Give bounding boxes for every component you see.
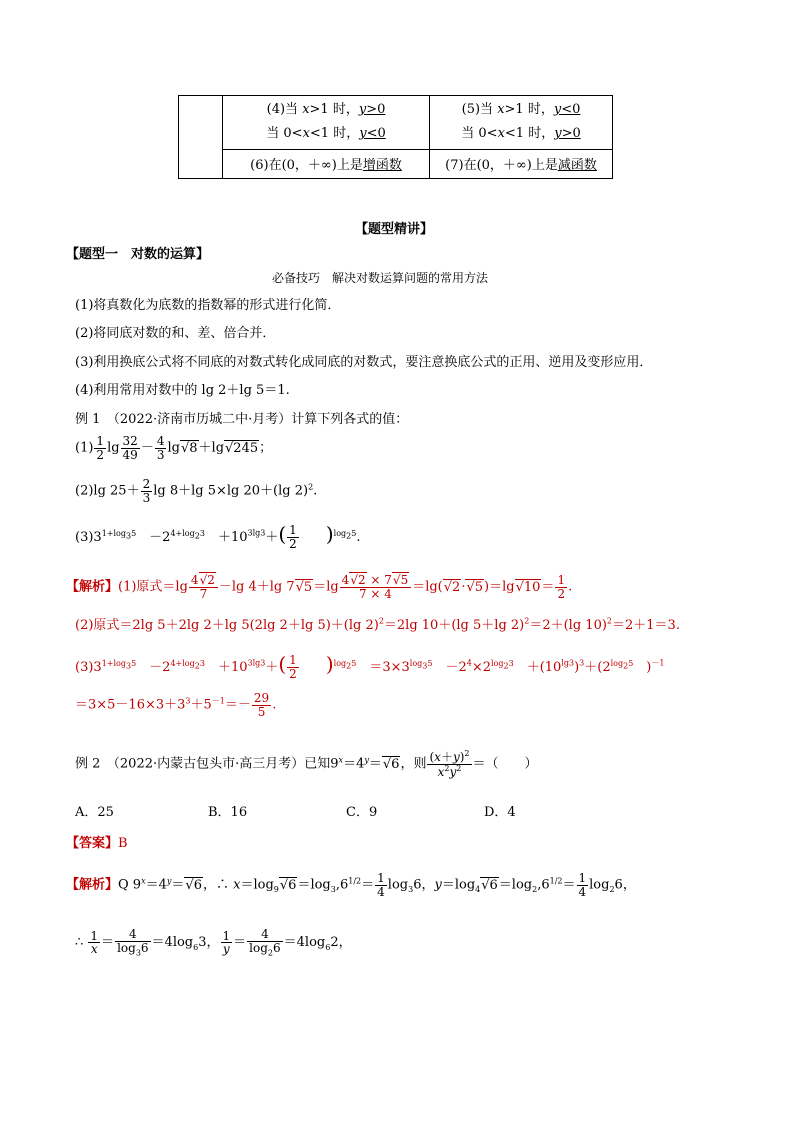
table-cell-line: 当 0<x<1 时，y<0 <box>266 126 386 142</box>
method-1: (1)将真数化为底数的指数幂的形式进行化简． <box>75 298 341 313</box>
section-title: 【题型精讲】 <box>355 222 434 237</box>
table-cell: (7)在(0，＋∞)上是减函数 <box>430 149 613 178</box>
table-cell-line: (4)当 x>1 时，y>0 <box>266 102 386 118</box>
example-2-question: 例 2 （2022·内蒙古包头市·高三月考）已知$9^x=4^y=√6$，则 $\frac{(x+y)^2}{x^2y^2}$ ＝（ ） <box>75 749 538 779</box>
option-d: D．4 <box>484 805 516 820</box>
table-cell-line: 当 0<x<1 时，y>0 <box>461 126 581 142</box>
table-cell <box>430 96 613 150</box>
example-2-solution-line-2: ∴ $\frac{1}{x}$ ＝ $\frac{4}{\log_36}$ $=4\log_63$， $\frac{1}{y}$ ＝ $\frac{4}{\log_26}$ $=4\log_62$， <box>75 927 352 957</box>
option-a: A．25 <box>75 805 114 820</box>
method-2: (2)将同底对数的和、差、倍合并． <box>75 326 276 341</box>
example-1-part-3: $(3)3^{1+log_35}$ $-2^{4+log_23}$ $+10^{3lg3}+$( $\frac{1}{2}$ )$^{log_25}$. <box>75 522 361 551</box>
example-1-solution-line-3: $(3)3^{1+log_35}$ $-2^{4+log_23}$ $+10^{3lg3}+$( $\frac{1}{2}$ )$^{log_25}$ $=3\times 3^{log_35}$ $-2^4\times 2^{log_23}$ $+(10^{lg3})^3+(2^{log_25}$ )$^{-1}$ <box>75 652 665 681</box>
example-1-part-1: (1) $\frac{1}{2}$ lg $\frac{32}{49}$ － $\frac{4}{3}$ lg√8＋lg√245； <box>75 434 273 462</box>
example-2-heading: 例 2 （2022·内蒙古包头市·高三月考）已知 <box>75 756 331 772</box>
answer-line <box>66 832 128 851</box>
solution-tag: 【解析】 <box>66 579 119 595</box>
example-1-solution-line-1: 【解析】(1)原式＝lg $\frac{4√2}{7}$ －lg 4＋lg 7√5＝lg $\frac{4√2 \times 7√5}{7 \times 4}$ ＝lg(√2·√5)＝lg√10＝ $\frac{1}{2}$ . <box>66 573 573 601</box>
method-3: (3)利用换底公式将不同底的对数式转化成同底的对数式，要注意换底公式的正用、逆用及变形应用． <box>75 355 653 370</box>
example-1-solution-line-2: (2)原式＝2lg 5＋2lg 2＋lg 5(2lg 2＋lg 5)＋(lg 2)$^2$＝2lg 10＋(lg 5＋lg 2)$^2$＝2＋(lg 10)$^2$＝2＋1＝3. <box>75 616 680 633</box>
option-c: C．9 <box>346 805 378 820</box>
type1-title: 【题型一 对数的运算】 <box>66 247 210 262</box>
table-cell: (6)在(0，＋∞)上是增函数 <box>223 149 430 178</box>
table-blank-cell <box>179 96 223 179</box>
method-4: (4)利用常用对数中的 lg 2＋lg 5＝1. <box>75 383 290 398</box>
example-2-solution-line-1: 【解析】Q $9^x=4^y=√6$，∴ $x=\log_9√6=\log_3,6^{1/2}=$ $\frac{1}{4}$ $\log_36$，$y=\log_4√6=\log_2,6^{1/2}=$ $\frac{1}{4}$ $\log_26$， <box>66 871 636 899</box>
answer-value: B <box>118 836 128 851</box>
skills-title: 必备技巧 解决对数运算问题的常用方法 <box>272 271 489 285</box>
solution-tag: 【解析】 <box>66 877 119 893</box>
example-1-heading: 例 1 （2022·济南市历城二中·月考）计算下列各式的值： <box>75 412 409 427</box>
answer-tag: 【答案】 <box>66 836 119 851</box>
table-cell-line: (5)当 x>1 时，y<0 <box>461 102 581 118</box>
property-table <box>178 95 613 179</box>
table-cell <box>223 96 430 150</box>
example-1-solution-line-4: $=3\times 5-16\times 3+3^3+5^{-1}=-$ $\frac{29}{5}$ . <box>75 691 277 719</box>
option-b: B．16 <box>208 805 248 820</box>
example-1-part-2: (2)lg 25＋ $\frac{2}{3}$ lg 8＋lg 5×lg 20＋(lg 2)$^2$. <box>75 477 318 505</box>
